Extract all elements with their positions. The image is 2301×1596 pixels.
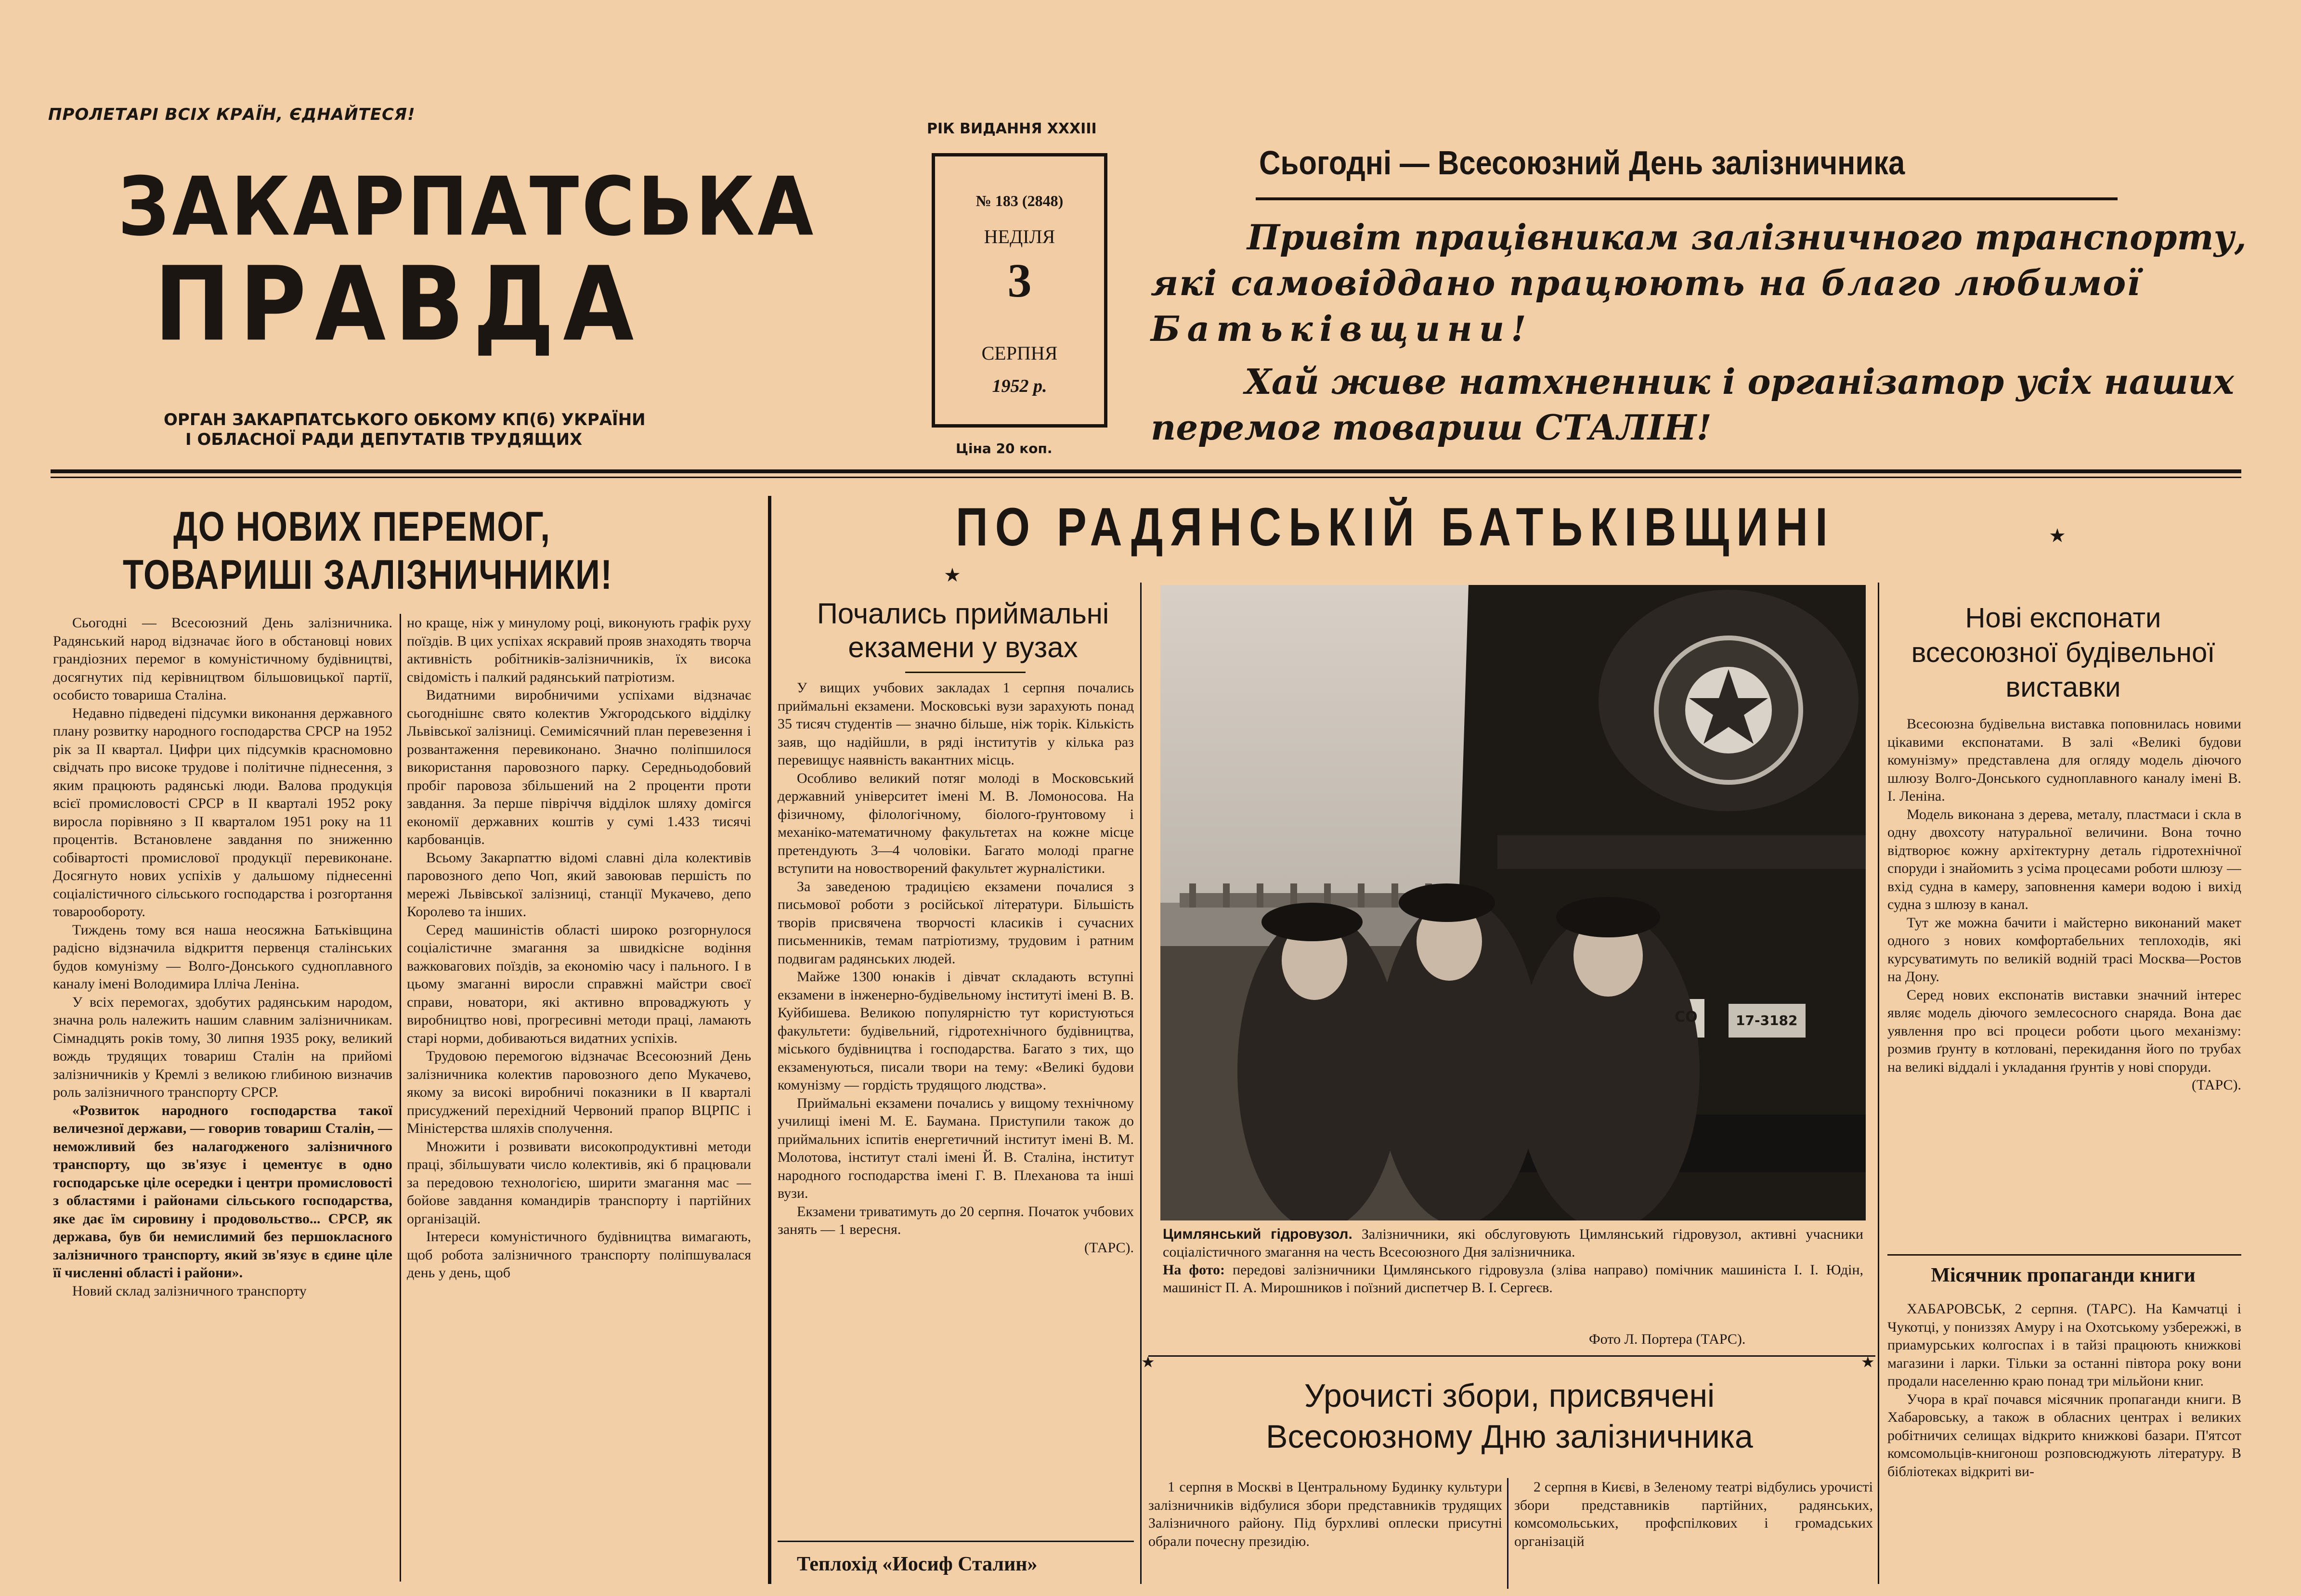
photo-caption — [1163, 1225, 1863, 1297]
books-paragraph: Учора в краї почався місячник пропаганди книги. В Хабаровську, а також в обласних центрах і великих робітничих селищах відкрито книжкові базари. П'ятсот комсомольців-книгонош розповсюджують літературу. В бібліотеках відкриті ви- — [1887, 1391, 2241, 1479]
exhibition-body — [1887, 715, 2241, 1249]
exams-title-line2: екзамени у вузах — [848, 631, 1078, 663]
star-icon: ★ — [1861, 1353, 1875, 1371]
exams-paragraph: Майже 1300 юнаків і дівчат складають вступні екзамени в інженерно-будівельному інституті імені В. В. Куйбишева. Великою популярністю тут користуються факультети: будівельний, гідротехнічного будівництва, міського будівництва і господарства. Багато з тих, що екзаменуються, писали твори на тему: «Великі будови комунізму — гордість трудящого людства». — [778, 969, 1134, 1093]
caption-photo-text: передові залізничники Цимлянського гідровузла (зліва направо) помічник машиніста І. І. Юдін, машиніст П. А. Мирошников і поїзний диспетчер В. І. Сергеєв. — [1163, 1262, 1863, 1296]
editorial-paragraph: Сьогодні — Всесоюзний День залізничника. Радянський народ відзначає його в обстановці нових грандіозних перемог в комуністичному будівництві, досягнутих під керівництвом більшовицької партії, особисто товариша Сталіна. — [53, 615, 392, 703]
column-divider — [1507, 1478, 1508, 1589]
exams-title-line1: Почались приймальні — [817, 597, 1109, 630]
photo-credit: Фото Л. Портера (ТАРС). — [1589, 1331, 1746, 1347]
caption-photo-label: На фото: — [1163, 1262, 1225, 1278]
headline-rule — [1256, 197, 2118, 200]
caption-title: Цимлянський гідровузол. — [1163, 1226, 1352, 1242]
exhibition-source: (ТАРС). — [2191, 1077, 2241, 1093]
greeting-line1: Привіт працівникам залізничного транспорту, — [1247, 217, 2247, 258]
column-divider — [1140, 583, 1142, 1584]
editorial-paragraph: «Розвиток народного господарства такої величезної держави, — говорив товариш Сталін, — неможливий без налагодженого залізничного транспорту, що зв'язує і цементує в одно господарське ціле осередки і центри промисловості з областями і районами сільського господарства, яке дає їм сировину і продовольство... СРСР, як держава, був би немислимий без першокласного залізничного транспорту, який зв'язує в єдине ціле її численні області і райони». — [53, 1102, 392, 1281]
exams-title-rule — [905, 672, 1026, 673]
locomotive-plate-left: СО — [1675, 1009, 1698, 1025]
editorial-paragraph: Тиждень тому вся наша неосяжна Батьківщина радісно відзначила відкриття первенця сталінських будов комунізму — Волго-Донського судноплавного каналу імені Володимира Ілліча Леніна. — [53, 921, 392, 992]
editorial-paragraph: Множити і розвивати високопродуктивні методи праці, збільшувати число колективів, які б працювали за передовою технологією, ширити змагання мас — бойове завдання командирів транспорту і партійних організацій. — [407, 1138, 751, 1227]
masthead-subtitle-line1: ОРГАН ЗАКАРПАТСЬКОГО ОБКОМУ КП(б) УКРАЇНИ — [164, 410, 646, 429]
photo-illustration — [1160, 585, 1866, 1220]
exams-body — [778, 679, 1134, 1526]
column-divider — [400, 614, 401, 1582]
editorial-paragraph: Видатними виробничими успіхами відзначає сьогоднішнє свято колектив Ужгородського відділку Львівської залізниці. Семимісячний план перевезення і розвантаження перевиконано. Значно поліпшилося використання паровозного парку. Середньодобовий пробіг паровоза збільшений на 2 проценти проти завдання. За перше півріччя відділок шляху домігся економії державних коштів у сумі 1.433 тисячі карбованців. — [407, 687, 751, 847]
column-divider — [1878, 583, 1879, 1584]
railway-photo — [1160, 585, 1866, 1220]
date-year: 1952 р. — [992, 376, 1047, 396]
exhibition-paragraph: Тут же можна бачити і майстерно виконаний макет одного з нових комфортабельних теплоходів, які курсуватимуть по великій водній трасі Москва—Ростов на Дону. — [1887, 914, 2241, 985]
editorial-paragraph: Трудовою перемогою відзначає Всесоюзний День залізничника колектив паровозного депо Мукачево, якому за високі виробничі показники в II кварталі присуджений перехідний Червоний прапор ВЦРПС і Міністерства шляхів сполучення. — [407, 1048, 751, 1136]
exhibition-title-line2: всесоюзної будівельної — [1911, 637, 2215, 668]
greeting-line2: які самовіддано працюють на благо любимої — [1151, 262, 2141, 303]
locomotive-plate-right: 17-3182 — [1736, 1012, 1798, 1028]
newspaper-title-line2: ПРАВДА — [154, 245, 643, 364]
holiday-headline: Сьогодні — Всесоюзний День залізничника — [1259, 144, 1905, 182]
editorial-column-2 — [407, 614, 751, 1577]
meeting-title-line1: Урочисті збори, присвячені — [1304, 1377, 1715, 1414]
next-article-title: Теплохід «Иосиф Сталин» — [797, 1553, 1038, 1575]
editorial-paragraph: но краще, ніж у минулому році, виконують графік руху поїздів. В цих успіхах яскравий прояв знаходять творча активність робітників-залізничників, їх висока свідомість і палкий радянський патріотизм. — [407, 615, 751, 685]
star-icon: ★ — [1141, 1353, 1155, 1371]
editorial-title-line1: ДО НОВИХ ПЕРЕМОГ, — [173, 504, 551, 550]
editorial-paragraph: У всіх перемогах, здобутих радянським народом, значна роль належить нашим славним залізничникам. Сімнадцять років тому, 30 липня 1935 року, великий вождь трудящих товариш Сталін на прийомі залізничників у Кремлі з великою глибиною визначив роль залізничного транспорту СРСР. — [53, 994, 392, 1100]
star-icon: ★ — [944, 564, 961, 586]
exams-paragraph: Приймальні екзамени почались у вищому технічному училищі імені М. Е. Баумана. Приступили також до приймальних іспитів енергетичний інститут імені В. М. Молотова, інститут сталі імені Й. В. Сталіна, інститут народного господарства імені Г. В. Плеханова та інші вузи. — [778, 1095, 1134, 1201]
month: СЕРПНЯ — [981, 342, 1058, 364]
meeting-paragraph: 1 серпня в Москві в Центральному Будинку культури залізничників відбулися збори представників трудящих Залізничного району. Під бурхливі оплески присутні обрали почесну президію. — [1148, 1479, 1502, 1549]
exhibition-paragraph: Модель виконана з дерева, металу, пластмаси і скла в одну двохсоту натуральної величини. Вона точно відтворює кожну архітектурну деталь гідротехнічної споруди і знайомить з усіма процесами роботи шлюзу — вхід судна в камеру, заповнення камери водою і вихід судна з шлюзу в канал. — [1887, 806, 2241, 912]
star-icon: ★ — [2049, 525, 2066, 547]
masthead-rule-bottom — [51, 477, 2241, 478]
exams-paragraph: Особливо великий потяг молоді в Московський державний університет імені М. В. Ломоносова. На фізичному, філологічному, біолого-ґрунтовому і механіко-математичному факультетах на кожне місце претендують 3—4 чоловіки. Багато молоді прагне вступити на новостворений факультет журналістики. — [778, 770, 1134, 876]
price: Ціна 20 коп. — [956, 441, 1053, 456]
editorial-paragraph: Недавно підведені підсумки виконання державного плану розвитку народного господарства СРСР на 1952 рік за II квартал. Цифри цих підсумків красномовно свідчать про високе трудове і політичне піднесення, з яким працюють радянські люди. Валова продукція всієї промисловості СРСР в II кварталі 1952 року виросла порівняно з II кварталом 1951 року на 11 процентів. Встановлене завдання по зниженню собівартості промислової продукції перевиконане. Досягнуто нових успіхів у дальшому піднесенні соціалістичного сільського господарства і розгортання товарообороту. — [53, 705, 392, 920]
exams-paragraph: Екзамени триватимуть до 20 серпня. Початок учбових занять — 1 вересня. — [778, 1203, 1134, 1237]
weekday: НЕДІЛЯ — [984, 226, 1055, 247]
exams-paragraph: За заведеною традицією екзамени почалися з письмової роботи з російської літератури. Більшість творів присвячена творчості класиків і сучасних письменників, темам патріотизму, трудовим і ратним подвигам радянських людей. — [778, 878, 1134, 967]
exams-bottom-rule — [778, 1541, 1134, 1542]
exhibition-title-line1: Нові експонати — [1965, 602, 2161, 634]
masthead-subtitle-line2: І ОБЛАСНОЇ РАДИ ДЕПУТАТІВ ТРУДЯЩИХ — [185, 430, 583, 449]
exhibition-bottom-rule — [1887, 1254, 2241, 1256]
greeting-line3: Батьківщини! — [1151, 308, 1533, 349]
greeting-line5: перемог товариш СТАЛІН! — [1151, 407, 1712, 448]
date-box — [932, 153, 1107, 428]
greeting-line4: Хай живе натхненник і організатор усіх наших — [1245, 361, 2234, 402]
editorial-title-line2: ТОВАРИШІ ЗАЛІЗНИЧНИКИ! — [123, 552, 613, 598]
caption-text: Залізничники, які обслуговують Цимлянський гідровузол, активні учасники соціалістичного змагання на честь Всесоюзного Дня залізничника. — [1163, 1226, 1863, 1260]
editorial-paragraph: Всьому Закарпаттю відомі славні діла колективів паровозного депо Чоп, який завоював першість по мережі Львівської залізниці, станції Мукачево, депо Королево та інших. — [407, 849, 751, 920]
editorial-paragraph: Серед машиністів області широко розгорнулося соціалістичне змагання за швидкісне водіння важковагових поїздів, за економію часу і пального. І в цьому змаганні виросли справжні майстри своєї справи, новатори, які активно впроваджують у виробництво нові, прогресивні методи праці, ламають старі норми, добиваються видатних успіхів. — [407, 921, 751, 1046]
books-body — [1887, 1300, 2241, 1589]
meeting-paragraph: 2 серпня в Києві, в Зеленому театрі відбулись урочисті збори представників партійних, радянських, комсомольських, профспілкових і громадських організацій — [1514, 1479, 1873, 1549]
newspaper-title-line1: ЗАКАРПАТСЬКА — [118, 160, 817, 254]
editorial-column-1 — [53, 614, 392, 1577]
day-number: 3 — [1007, 254, 1032, 307]
exhibition-title-line3: виставки — [2005, 672, 2121, 703]
books-title: Місячник пропаганди книги — [1931, 1264, 2196, 1286]
exhibition-paragraph: Серед нових експонатів виставки значний інтерес являє модель діючого землесосного снаряда. Вона дає уявлення про всі процеси роботи цього механізму: розмив ґрунту в котловані, перекидання його по трубах на великі віддалі і укладання ґрунтів у нові споруди. — [1887, 986, 2241, 1075]
section-banner: ПО РАДЯНСЬКІЙ БАТЬКІВЩИНІ — [956, 497, 1835, 557]
editorial-paragraph: Інтереси комуністичного будівництва вимагають, щоб робота залізничного транспорту поліпшувалася день у день, щоб — [407, 1229, 751, 1281]
books-paragraph: ХАБАРОВСЬК, 2 серпня. (ТАРС). На Камчатці і Чукотці, у пониззях Амуру і на Охотському узбережжі, в приамурських колгоспах і в тайзі працюють книжкові магазини і ларки. Тільки за останні півтора року вони продали населенню краю понад три мільйони книг. — [1887, 1301, 2241, 1389]
meeting-column-1 — [1148, 1478, 1502, 1589]
exhibition-paragraph: Всесоюзна будівельна виставка поповнилась новими цікавими експонатами. В залі «Великі будови комунізму» представлена для огляду модель діючого шлюзу Волго-Донського судноплавного каналу імені В. І. Леніна. — [1887, 716, 2241, 804]
editorial-paragraph: Новий склад залізничного транспорту — [72, 1283, 307, 1299]
exams-source: (ТАРС). — [1084, 1239, 1134, 1256]
slogan: ПРОЛЕТАРІ ВСІХ КРАЇН, ЄДНАЙТЕСЯ! — [48, 105, 416, 124]
meeting-column-2 — [1514, 1478, 1873, 1589]
meeting-title-line2: Всесоюзному Дню залізничника — [1266, 1418, 1753, 1455]
issue-number: № 183 (2848) — [975, 192, 1064, 209]
exams-paragraph: У вищих учбових закладах 1 серпня почались приймальні екзамени. Московські вузи зарахують понад 35 тисяч студентів — значно більше, ніж торік. Кількість заяв, що надійшли, в ряді інститутів у кілька раз перевищує наявність вакантних місць. — [778, 680, 1134, 768]
masthead-rule-top — [51, 469, 2241, 473]
publication-year: РІК ВИДАННЯ XXXIII — [927, 120, 1097, 137]
photo-bottom-rule — [1148, 1355, 1875, 1357]
section-divider — [768, 496, 771, 1584]
